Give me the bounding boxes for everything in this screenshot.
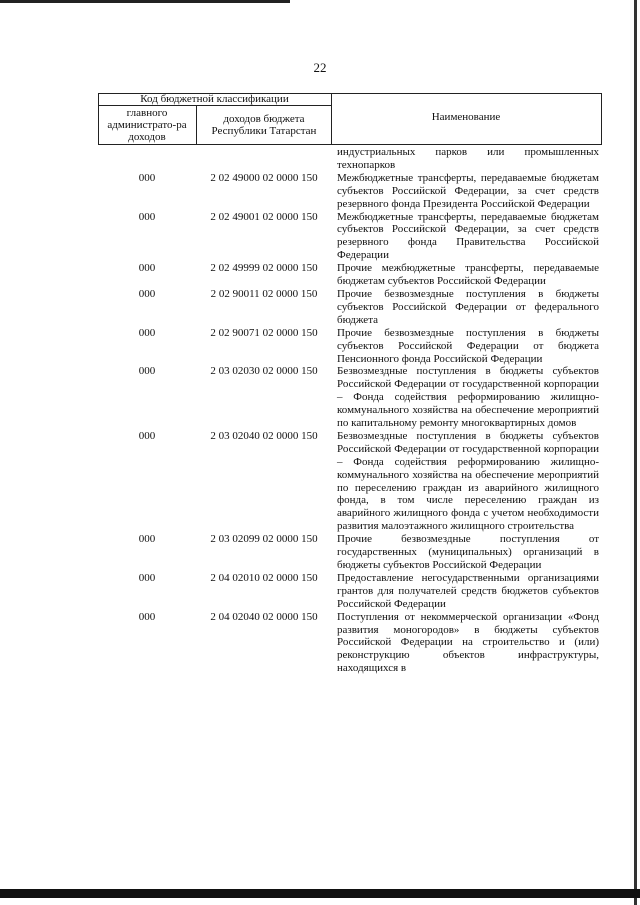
table-header	[98, 93, 602, 145]
income-code-cell: 2 02 49000 02 0000 150	[210, 171, 318, 184]
name-cell: Безвозмездные поступления в бюджеты субъектов Российской Федерации от государственной корпорации – Фонда содействия реформированию жилищно-коммунального хозяйства на обеспечение мероприятий по переселению граждан из аварийного жилищного фонда, в том числе переселению граждан из аварийного жилищного фонда с учетом необходимости развития малоэтажного жилищного строительства	[337, 429, 599, 533]
admin-code-cell: 000	[138, 287, 156, 300]
income-code-cell: 2 04 02010 02 0000 150	[210, 571, 318, 584]
admin-code-cell: 000	[138, 326, 156, 339]
name-cell: Поступления от некоммерческой организации «Фонд развития моногородов» в бюджеты субъектов Российской Федерации на строительство и (или) реконструкцию объектов инфраструктуры, находящихся в	[337, 610, 599, 675]
admin-code-cell: 000	[138, 429, 156, 442]
header-divider-group	[98, 105, 331, 106]
header-group-label: Код бюджетной классификации	[140, 93, 289, 105]
name-cell: Безвозмездные поступления в бюджеты субъектов Российской Федерации от государственной корпорации – Фонда содействия реформированию жилищно-коммунального хозяйства на обеспечение мероприятий по капитальному ремонту многоквартирных домов	[337, 365, 599, 430]
name-cell: Прочие безвозмездные поступления в бюджеты субъектов Российской Федерации от федерального бюджета	[337, 287, 599, 326]
admin-code-cell: 000	[138, 210, 156, 223]
name-cell: Прочие безвозмездные поступления в бюджеты субъектов Российской Федерации от бюджета Пенсионного фонда Российской Федерации	[337, 326, 599, 365]
name-cell: Прочие безвозмездные поступления от государственных (муниципальных) организаций в бюджеты субъектов Российской Федерации	[337, 533, 599, 571]
admin-code-cell: 000	[138, 262, 156, 275]
table-row	[98, 430, 603, 533]
table-body	[98, 146, 603, 833]
header-admin-label: главного администрато-ра доходов	[107, 107, 187, 143]
admin-code-cell: 000	[138, 610, 156, 623]
income-code-cell: 2 03 02040 02 0000 150	[210, 429, 318, 442]
name-cell: Предоставление негосударственными организациями грантов для получателей средств бюджетов субъектов Российской Федерации	[337, 571, 599, 610]
table-row	[98, 288, 603, 327]
income-code-cell: 2 02 90071 02 0000 150	[210, 326, 318, 339]
scan-edge-right	[634, 0, 637, 905]
income-code-cell: 2 02 49999 02 0000 150	[210, 262, 318, 275]
admin-code-cell: 000	[138, 571, 156, 584]
income-code-cell: 2 03 02030 02 0000 150	[210, 365, 318, 378]
name-cell: индустриальных парков или промышленных технопарков	[337, 146, 599, 171]
table-row	[98, 262, 603, 288]
scan-edge-bottom	[0, 889, 640, 898]
name-cell: Межбюджетные трансферты, передаваемые бюджетам субъектов Российской Федерации, за счет средств резервного фонда Президента Российской Федерации	[337, 171, 599, 210]
table-row	[98, 533, 603, 572]
table-row	[98, 211, 603, 263]
scan-edge-top	[0, 0, 290, 3]
admin-code-cell: 000	[138, 533, 156, 546]
income-code-cell: 2 02 49001 02 0000 150	[210, 210, 318, 223]
income-code-cell: 2 03 02099 02 0000 150	[210, 533, 318, 546]
header-name-label: Наименование	[431, 111, 501, 123]
table-row	[98, 611, 603, 676]
page-number: 22	[313, 60, 327, 75]
header-code-label: доходов бюджета Республики Татарстан	[211, 113, 317, 137]
table-row	[98, 146, 603, 172]
table-row	[98, 572, 603, 611]
name-cell: Межбюджетные трансферты, передаваемые бюджетам субъектов Российской Федерации, за счет средств резервного фонда Правительства Российской Федерации	[337, 210, 599, 262]
income-code-cell: 2 02 90011 02 0000 150	[210, 287, 318, 300]
admin-code-cell: 000	[138, 365, 156, 378]
table-row	[98, 365, 603, 430]
name-cell: Прочие межбюджетные трансферты, передаваемые бюджетам субъектов Российской Федерации	[337, 262, 599, 288]
admin-code-cell: 000	[138, 171, 156, 184]
table-row	[98, 172, 603, 211]
table-row	[98, 327, 603, 366]
income-code-cell: 2 04 02040 02 0000 150	[210, 610, 318, 623]
